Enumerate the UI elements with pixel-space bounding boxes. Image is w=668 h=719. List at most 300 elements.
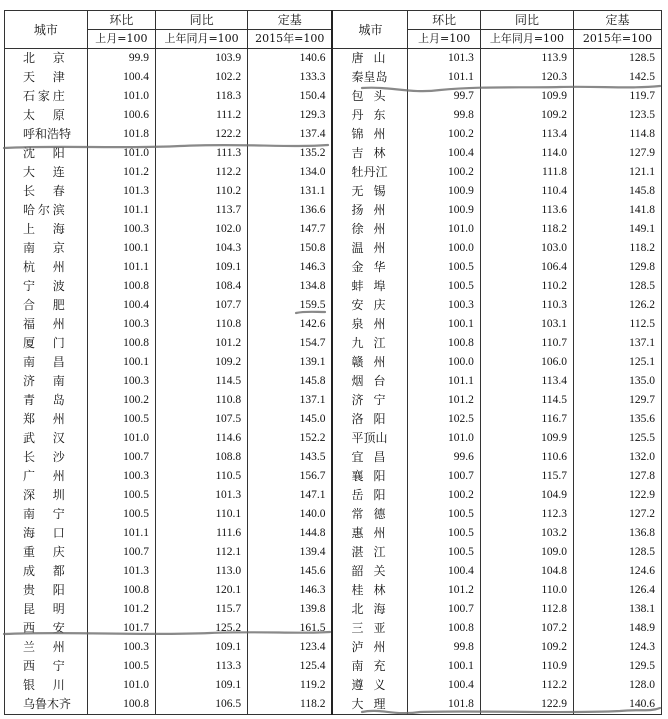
left-city-cell: 兰州 xyxy=(5,638,88,657)
table-row xyxy=(5,562,662,581)
left-city-cell: 宁波 xyxy=(5,277,88,296)
right-yoy-cell: 109.2 xyxy=(480,638,573,657)
left-city-cell: 长春 xyxy=(5,182,88,201)
right-yoy-cell: 113.6 xyxy=(480,201,573,220)
left-mom-cell: 100.4 xyxy=(87,296,155,315)
left-base-cell: 125.4 xyxy=(248,657,333,676)
yoy-base-header-left: 上年同月=100 xyxy=(156,30,248,49)
left-mom-cell: 100.5 xyxy=(87,657,155,676)
right-base-cell: 127.8 xyxy=(574,467,662,486)
right-mom-cell: 100.9 xyxy=(408,182,480,201)
left-base-cell: 139.8 xyxy=(248,600,333,619)
table-row xyxy=(5,505,662,524)
left-base-cell: 143.5 xyxy=(248,448,333,467)
left-yoy-cell: 125.2 xyxy=(156,619,248,638)
left-city-cell: 杭州 xyxy=(5,258,88,277)
left-yoy-cell: 107.7 xyxy=(156,296,248,315)
table-row xyxy=(5,467,662,486)
table-row xyxy=(5,106,662,125)
left-city-cell: 乌鲁木齐 xyxy=(5,695,88,715)
left-city-cell: 昆明 xyxy=(5,600,88,619)
left-city-cell: 成都 xyxy=(5,562,88,581)
right-base-cell: 112.5 xyxy=(574,315,662,334)
table-row xyxy=(5,581,662,600)
right-base-cell: 114.8 xyxy=(574,125,662,144)
left-yoy-cell: 111.6 xyxy=(156,524,248,543)
right-yoy-cell: 118.2 xyxy=(480,220,573,239)
left-yoy-cell: 110.5 xyxy=(156,467,248,486)
left-mom-cell: 101.1 xyxy=(87,258,155,277)
right-mom-cell: 100.1 xyxy=(408,657,480,676)
left-mom-cell: 100.8 xyxy=(87,581,155,600)
left-base-cell: 134.0 xyxy=(248,163,333,182)
table-row xyxy=(5,657,662,676)
left-base-cell: 123.4 xyxy=(248,638,333,657)
left-mom-cell: 100.6 xyxy=(87,106,155,125)
left-yoy-cell: 113.7 xyxy=(156,201,248,220)
left-city-cell: 大连 xyxy=(5,163,88,182)
right-mom-cell: 100.2 xyxy=(408,125,480,144)
right-yoy-cell: 109.9 xyxy=(480,87,573,106)
yoy-group-header-left: 同比 xyxy=(156,11,248,30)
left-city-cell: 上海 xyxy=(5,220,88,239)
right-mom-cell: 99.8 xyxy=(408,638,480,657)
table-row xyxy=(5,524,662,543)
right-yoy-cell: 103.1 xyxy=(480,315,573,334)
right-mom-cell: 101.0 xyxy=(408,429,480,448)
left-base-cell: 150.4 xyxy=(248,87,333,106)
right-mom-cell: 101.8 xyxy=(408,695,480,715)
table-row xyxy=(5,258,662,277)
left-yoy-cell: 106.5 xyxy=(156,695,248,715)
right-mom-cell: 100.4 xyxy=(408,144,480,163)
left-city-cell: 银川 xyxy=(5,676,88,695)
right-city-cell: 大理 xyxy=(332,695,408,715)
right-city-cell: 无锡 xyxy=(332,182,408,201)
left-yoy-cell: 109.1 xyxy=(156,638,248,657)
right-mom-cell: 100.5 xyxy=(408,277,480,296)
right-city-cell: 安庆 xyxy=(332,296,408,315)
right-city-cell: 九江 xyxy=(332,334,408,353)
right-yoy-cell: 120.3 xyxy=(480,68,573,87)
right-base-cell: 128.0 xyxy=(574,676,662,695)
left-base-cell: 137.4 xyxy=(248,125,333,144)
left-yoy-cell: 112.1 xyxy=(156,543,248,562)
right-base-cell: 121.1 xyxy=(574,163,662,182)
right-mom-cell: 100.7 xyxy=(408,600,480,619)
right-yoy-cell: 110.4 xyxy=(480,182,573,201)
left-city-cell: 青岛 xyxy=(5,391,88,410)
left-yoy-cell: 115.7 xyxy=(156,600,248,619)
left-mom-cell: 100.3 xyxy=(87,638,155,657)
left-city-cell: 哈尔滨 xyxy=(5,201,88,220)
right-base-cell: 141.8 xyxy=(574,201,662,220)
right-city-cell: 唐山 xyxy=(332,49,408,69)
right-mom-cell: 99.8 xyxy=(408,106,480,125)
base-group-header-right: 定基 xyxy=(574,11,662,30)
left-mom-cell: 101.1 xyxy=(87,201,155,220)
right-base-cell: 119.7 xyxy=(574,87,662,106)
right-base-cell: 149.1 xyxy=(574,220,662,239)
right-mom-cell: 100.3 xyxy=(408,296,480,315)
left-base-cell: 133.3 xyxy=(248,68,333,87)
left-mom-cell: 100.3 xyxy=(87,220,155,239)
table-row xyxy=(5,619,662,638)
right-mom-cell: 101.1 xyxy=(408,68,480,87)
right-mom-cell: 100.8 xyxy=(408,619,480,638)
left-yoy-cell: 101.2 xyxy=(156,334,248,353)
right-city-cell: 岳阳 xyxy=(332,486,408,505)
city-column-header-left: 城市 xyxy=(5,11,88,49)
right-city-cell: 丹东 xyxy=(332,106,408,125)
right-yoy-cell: 110.6 xyxy=(480,448,573,467)
price-index-sheet xyxy=(4,10,662,715)
left-city-cell: 西宁 xyxy=(5,657,88,676)
left-city-cell: 天津 xyxy=(5,68,88,87)
table-row xyxy=(5,125,662,144)
table-row xyxy=(5,182,662,201)
right-yoy-cell: 109.2 xyxy=(480,106,573,125)
left-mom-cell: 100.7 xyxy=(87,448,155,467)
left-base-cell: 146.3 xyxy=(248,258,333,277)
left-yoy-cell: 122.2 xyxy=(156,125,248,144)
right-yoy-cell: 106.0 xyxy=(480,353,573,372)
right-base-cell: 135.6 xyxy=(574,410,662,429)
table-row xyxy=(5,87,662,106)
right-base-cell: 138.1 xyxy=(574,600,662,619)
left-yoy-cell: 114.5 xyxy=(156,372,248,391)
table-row xyxy=(5,49,662,69)
right-city-cell: 锦州 xyxy=(332,125,408,144)
table-row xyxy=(5,220,662,239)
right-city-cell: 洛阳 xyxy=(332,410,408,429)
right-mom-cell: 100.0 xyxy=(408,353,480,372)
right-city-cell: 襄阳 xyxy=(332,467,408,486)
right-city-cell: 包头 xyxy=(332,87,408,106)
right-yoy-cell: 107.2 xyxy=(480,619,573,638)
right-mom-cell: 100.5 xyxy=(408,258,480,277)
table-row xyxy=(5,695,662,715)
right-yoy-cell: 110.0 xyxy=(480,581,573,600)
right-yoy-cell: 103.0 xyxy=(480,239,573,258)
right-yoy-cell: 115.7 xyxy=(480,467,573,486)
left-mom-cell: 100.1 xyxy=(87,239,155,258)
left-yoy-cell: 113.0 xyxy=(156,562,248,581)
right-mom-cell: 99.7 xyxy=(408,87,480,106)
right-yoy-cell: 110.2 xyxy=(480,277,573,296)
left-yoy-cell: 112.2 xyxy=(156,163,248,182)
left-city-cell: 深圳 xyxy=(5,486,88,505)
left-mom-cell: 100.2 xyxy=(87,391,155,410)
left-yoy-cell: 110.8 xyxy=(156,391,248,410)
right-base-cell: 118.2 xyxy=(574,239,662,258)
right-city-cell: 桂林 xyxy=(332,581,408,600)
right-base-cell: 126.2 xyxy=(574,296,662,315)
right-yoy-cell: 113.4 xyxy=(480,125,573,144)
right-mom-cell: 100.9 xyxy=(408,201,480,220)
left-mom-cell: 100.5 xyxy=(87,505,155,524)
table-row xyxy=(5,543,662,562)
right-yoy-cell: 104.9 xyxy=(480,486,573,505)
left-yoy-cell: 108.4 xyxy=(156,277,248,296)
left-mom-cell: 100.8 xyxy=(87,277,155,296)
left-mom-cell: 100.3 xyxy=(87,315,155,334)
left-yoy-cell: 111.2 xyxy=(156,106,248,125)
right-city-cell: 烟台 xyxy=(332,372,408,391)
right-yoy-cell: 114.5 xyxy=(480,391,573,410)
right-city-cell: 温州 xyxy=(332,239,408,258)
right-city-cell: 惠州 xyxy=(332,524,408,543)
mom-group-header-left: 环比 xyxy=(87,11,155,30)
right-mom-cell: 101.2 xyxy=(408,581,480,600)
right-city-cell: 济宁 xyxy=(332,391,408,410)
table-row xyxy=(5,600,662,619)
right-yoy-cell: 122.9 xyxy=(480,695,573,715)
left-mom-cell: 101.2 xyxy=(87,163,155,182)
right-yoy-cell: 113.4 xyxy=(480,372,573,391)
table-row xyxy=(5,277,662,296)
left-city-cell: 郑州 xyxy=(5,410,88,429)
table-row xyxy=(5,315,662,334)
left-city-cell: 太原 xyxy=(5,106,88,125)
right-mom-cell: 100.2 xyxy=(408,163,480,182)
right-yoy-cell: 112.2 xyxy=(480,676,573,695)
left-base-cell: 119.2 xyxy=(248,676,333,695)
left-base-cell: 161.5 xyxy=(248,619,333,638)
left-yoy-cell: 103.9 xyxy=(156,49,248,69)
table-row xyxy=(5,429,662,448)
right-mom-cell: 100.4 xyxy=(408,562,480,581)
left-yoy-cell: 108.8 xyxy=(156,448,248,467)
right-base-cell: 142.5 xyxy=(574,68,662,87)
left-base-cell: 135.2 xyxy=(248,144,333,163)
right-yoy-cell: 112.8 xyxy=(480,600,573,619)
left-base-cell: 139.1 xyxy=(248,353,333,372)
right-base-cell: 122.9 xyxy=(574,486,662,505)
right-mom-cell: 100.7 xyxy=(408,467,480,486)
right-yoy-cell: 110.7 xyxy=(480,334,573,353)
table-row xyxy=(5,68,662,87)
left-base-cell: 136.6 xyxy=(248,201,333,220)
yoy-group-header-right: 同比 xyxy=(480,11,573,30)
left-base-cell: 147.1 xyxy=(248,486,333,505)
right-base-cell: 129.5 xyxy=(574,657,662,676)
right-city-cell: 遵义 xyxy=(332,676,408,695)
left-base-cell: 147.7 xyxy=(248,220,333,239)
table-header xyxy=(5,11,662,49)
right-yoy-cell: 110.3 xyxy=(480,296,573,315)
left-base-cell: 140.6 xyxy=(248,49,333,69)
left-mom-cell: 101.2 xyxy=(87,600,155,619)
left-base-cell: 134.8 xyxy=(248,277,333,296)
left-yoy-cell: 120.1 xyxy=(156,581,248,600)
left-base-cell: 156.7 xyxy=(248,467,333,486)
left-base-cell: 118.2 xyxy=(248,695,333,715)
table-row xyxy=(5,448,662,467)
left-mom-cell: 100.1 xyxy=(87,353,155,372)
right-mom-cell: 101.3 xyxy=(408,49,480,69)
left-yoy-cell: 109.1 xyxy=(156,676,248,695)
left-city-cell: 广州 xyxy=(5,467,88,486)
left-base-cell: 159.5 xyxy=(248,296,333,315)
right-mom-cell: 100.0 xyxy=(408,239,480,258)
right-city-cell: 秦皇岛 xyxy=(332,68,408,87)
left-city-cell: 厦门 xyxy=(5,334,88,353)
mom-base-header-right: 上月=100 xyxy=(408,30,480,49)
right-city-cell: 泸州 xyxy=(332,638,408,657)
left-city-cell: 武汉 xyxy=(5,429,88,448)
right-city-cell: 扬州 xyxy=(332,201,408,220)
right-mom-cell: 100.5 xyxy=(408,524,480,543)
right-mom-cell: 100.1 xyxy=(408,315,480,334)
right-base-cell: 123.5 xyxy=(574,106,662,125)
left-city-cell: 贵阳 xyxy=(5,581,88,600)
table-row xyxy=(5,410,662,429)
left-yoy-cell: 118.3 xyxy=(156,87,248,106)
right-mom-cell: 100.5 xyxy=(408,543,480,562)
right-base-cell: 129.7 xyxy=(574,391,662,410)
right-yoy-cell: 110.9 xyxy=(480,657,573,676)
table-row xyxy=(5,296,662,315)
table-row xyxy=(5,163,662,182)
right-base-cell: 124.3 xyxy=(574,638,662,657)
right-city-cell: 宜昌 xyxy=(332,448,408,467)
left-yoy-cell: 104.3 xyxy=(156,239,248,258)
right-yoy-cell: 112.3 xyxy=(480,505,573,524)
right-mom-cell: 99.6 xyxy=(408,448,480,467)
mom-base-header-left: 上月=100 xyxy=(87,30,155,49)
right-yoy-cell: 109.0 xyxy=(480,543,573,562)
right-mom-cell: 100.8 xyxy=(408,334,480,353)
right-city-cell: 三亚 xyxy=(332,619,408,638)
right-city-cell: 北海 xyxy=(332,600,408,619)
right-city-cell: 湛江 xyxy=(332,543,408,562)
left-mom-cell: 99.9 xyxy=(87,49,155,69)
left-city-cell: 西安 xyxy=(5,619,88,638)
left-mom-cell: 101.0 xyxy=(87,87,155,106)
yoy-base-header-right: 上年同月=100 xyxy=(480,30,573,49)
table-row xyxy=(5,353,662,372)
left-mom-cell: 100.8 xyxy=(87,334,155,353)
table-row xyxy=(5,372,662,391)
table-row xyxy=(5,676,662,695)
right-base-cell: 135.0 xyxy=(574,372,662,391)
left-yoy-cell: 109.1 xyxy=(156,258,248,277)
right-yoy-cell: 104.8 xyxy=(480,562,573,581)
right-base-cell: 132.0 xyxy=(574,448,662,467)
left-yoy-cell: 102.0 xyxy=(156,220,248,239)
left-mom-cell: 101.0 xyxy=(87,676,155,695)
left-mom-cell: 100.3 xyxy=(87,467,155,486)
left-base-cell: 129.3 xyxy=(248,106,333,125)
table-body xyxy=(5,49,662,715)
left-mom-cell: 100.8 xyxy=(87,695,155,715)
housing-price-index-table xyxy=(4,10,662,715)
right-base-cell: 127.2 xyxy=(574,505,662,524)
left-mom-cell: 100.3 xyxy=(87,372,155,391)
right-base-cell: 136.8 xyxy=(574,524,662,543)
left-city-cell: 南昌 xyxy=(5,353,88,372)
right-yoy-cell: 111.8 xyxy=(480,163,573,182)
left-mom-cell: 100.4 xyxy=(87,68,155,87)
table-row xyxy=(5,486,662,505)
left-base-cell: 150.8 xyxy=(248,239,333,258)
left-yoy-cell: 109.2 xyxy=(156,353,248,372)
left-mom-cell: 101.8 xyxy=(87,125,155,144)
right-city-cell: 金华 xyxy=(332,258,408,277)
right-base-cell: 128.5 xyxy=(574,543,662,562)
right-city-cell: 常德 xyxy=(332,505,408,524)
city-column-header-right: 城市 xyxy=(332,11,408,49)
left-yoy-cell: 113.3 xyxy=(156,657,248,676)
left-yoy-cell: 110.1 xyxy=(156,505,248,524)
left-base-cell: 152.2 xyxy=(248,429,333,448)
left-mom-cell: 100.7 xyxy=(87,543,155,562)
table-row xyxy=(5,239,662,258)
right-mom-cell: 101.1 xyxy=(408,372,480,391)
right-yoy-cell: 113.9 xyxy=(480,49,573,69)
left-mom-cell: 101.0 xyxy=(87,429,155,448)
left-city-cell: 济南 xyxy=(5,372,88,391)
left-base-cell: 154.7 xyxy=(248,334,333,353)
left-base-cell: 142.6 xyxy=(248,315,333,334)
right-city-cell: 徐州 xyxy=(332,220,408,239)
left-yoy-cell: 102.2 xyxy=(156,68,248,87)
right-base-cell: 148.9 xyxy=(574,619,662,638)
left-base-cell: 131.1 xyxy=(248,182,333,201)
base-group-header-left: 定基 xyxy=(248,11,333,30)
left-city-cell: 沈阳 xyxy=(5,144,88,163)
right-city-cell: 韶关 xyxy=(332,562,408,581)
left-yoy-cell: 101.3 xyxy=(156,486,248,505)
left-city-cell: 重庆 xyxy=(5,543,88,562)
left-mom-cell: 101.1 xyxy=(87,524,155,543)
right-city-cell: 赣州 xyxy=(332,353,408,372)
right-base-cell: 125.5 xyxy=(574,429,662,448)
right-mom-cell: 101.0 xyxy=(408,220,480,239)
right-base-cell: 125.1 xyxy=(574,353,662,372)
left-city-cell: 北京 xyxy=(5,49,88,69)
left-yoy-cell: 111.3 xyxy=(156,144,248,163)
left-base-cell: 146.3 xyxy=(248,581,333,600)
right-city-cell: 平顶山 xyxy=(332,429,408,448)
right-city-cell: 蚌埠 xyxy=(332,277,408,296)
right-mom-cell: 102.5 xyxy=(408,410,480,429)
left-city-cell: 福州 xyxy=(5,315,88,334)
right-yoy-cell: 106.4 xyxy=(480,258,573,277)
right-mom-cell: 100.5 xyxy=(408,505,480,524)
right-base-cell: 137.1 xyxy=(574,334,662,353)
right-yoy-cell: 114.0 xyxy=(480,144,573,163)
right-city-cell: 吉林 xyxy=(332,144,408,163)
right-yoy-cell: 116.7 xyxy=(480,410,573,429)
right-base-cell: 129.8 xyxy=(574,258,662,277)
left-yoy-cell: 110.2 xyxy=(156,182,248,201)
left-base-cell: 145.6 xyxy=(248,562,333,581)
right-base-cell: 127.9 xyxy=(574,144,662,163)
right-mom-cell: 100.4 xyxy=(408,676,480,695)
left-base-cell: 140.0 xyxy=(248,505,333,524)
right-city-cell: 牡丹江 xyxy=(332,163,408,182)
left-mom-cell: 101.3 xyxy=(87,562,155,581)
table-row xyxy=(5,638,662,657)
fixed-base-header-right: 2015年=100 xyxy=(574,30,662,49)
right-mom-cell: 101.2 xyxy=(408,391,480,410)
right-base-cell: 126.4 xyxy=(574,581,662,600)
left-city-cell: 石家庄 xyxy=(5,87,88,106)
left-yoy-cell: 110.8 xyxy=(156,315,248,334)
left-yoy-cell: 107.5 xyxy=(156,410,248,429)
